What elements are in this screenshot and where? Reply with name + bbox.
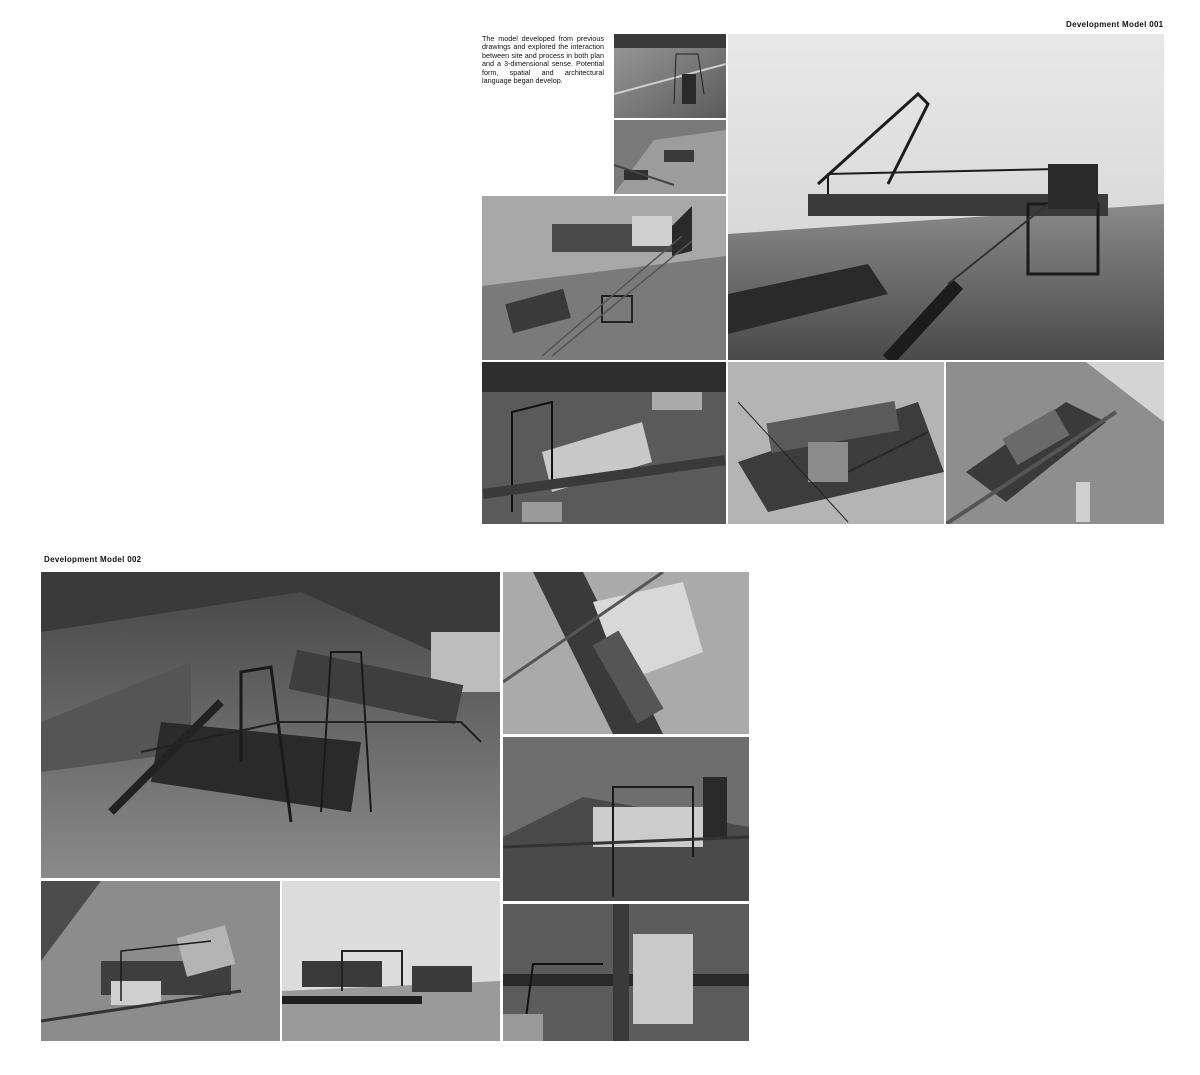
model-002-photo-right-1 [503,572,749,734]
model-001-photo-bottom-2 [728,362,944,524]
sheet2-title: Development Model 002 [44,555,142,564]
sheet1-title: Development Model 001 [1066,20,1164,29]
model-002-photo-bottom-2 [282,881,500,1041]
model-002-photo-right-2 [503,737,749,901]
model-001-photo-bottom-3 [946,362,1164,524]
model-002-photo-bottom-1 [41,881,280,1041]
sheet1-description: The model developed from previous drawings and explored the interaction between site and process in both plan and a 3-dimensional sense. Potential form, spatial and architectural language began develop. [482,34,604,86]
model-001-photo-small-1 [614,34,726,118]
model-001-photo-site-overview [482,196,726,360]
model-001-photo-main [728,34,1164,360]
model-001-photo-small-2 [614,120,726,194]
model-002-photo-main [41,572,500,878]
model-001-photo-bottom-1 [482,362,726,524]
model-002-photo-right-3 [503,904,749,1041]
